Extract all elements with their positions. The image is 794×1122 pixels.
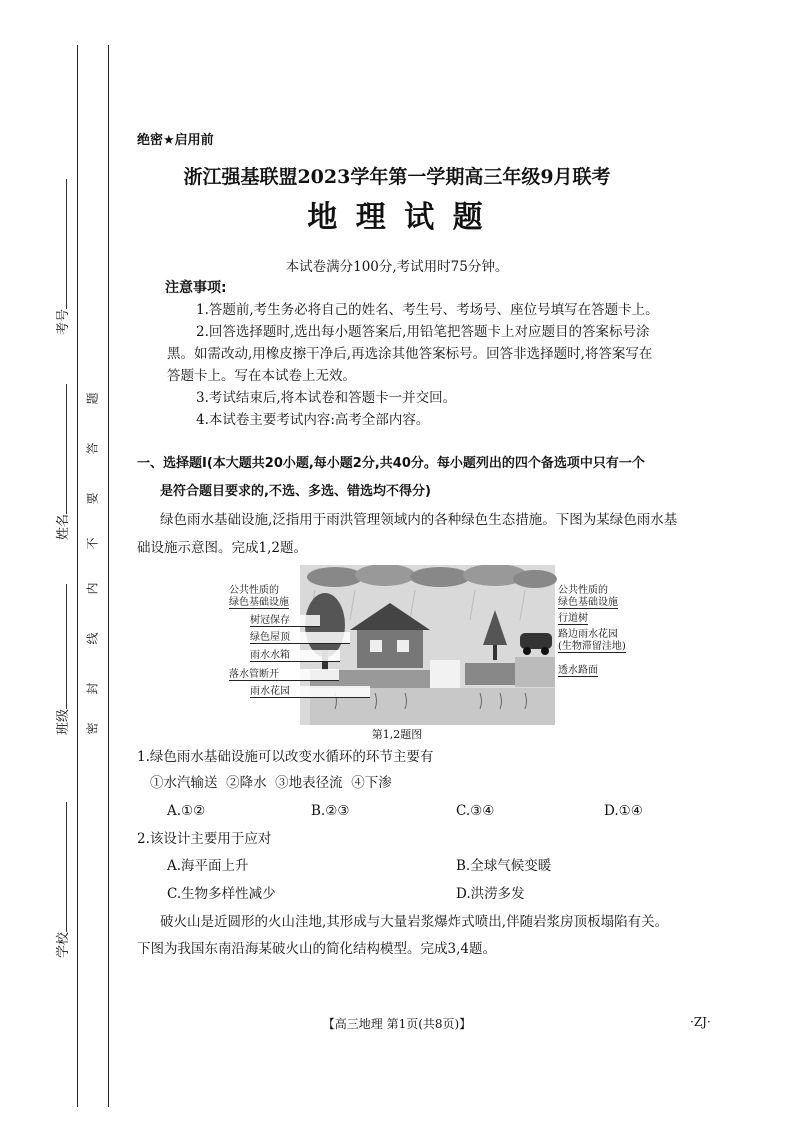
name-field[interactable] [50, 370, 70, 540]
note-3: 3.考试结束后,将本试卷和答题卡一并交回。 [196, 390, 457, 406]
section-heading: 一、选择题Ⅰ(本大题共20小题,每小题2分,共40分。每小题列出的四个备选项中只有一个 [137, 456, 645, 471]
seal-char: 线 [85, 632, 100, 645]
q1-option-a[interactable]: A.①② [167, 803, 206, 819]
seal-char: 答 [85, 442, 100, 455]
left-heading-2: 绿色基础设施 [229, 597, 289, 608]
label-street-tree: 行道树 [558, 613, 588, 624]
note-2: 2.回答选择题时,选出每小题答案后,用铅笔把答题卡上对应题目的答案标号涂 [196, 324, 650, 340]
score-info: 本试卷满分100分,考试用时75分钟。 [285, 259, 509, 275]
label-green-roof: 绿色屋顶 [250, 632, 350, 644]
label-canopy: 树冠保存 [250, 615, 320, 627]
subject-title: 地 理 试 题 [307, 200, 487, 235]
school-label: 学校 [56, 931, 71, 958]
q1-stem: 1.绿色雨水基础设施可以改变水循环的环节主要有 [137, 749, 434, 765]
seal-char: 内 [85, 582, 100, 595]
q1-items: ①水汽输送 ②降水 ③地表径流 ④下渗 [150, 775, 392, 791]
seal-char: 封 [85, 682, 100, 695]
page-footer: 【高三地理 第1页(共8页)】 [322, 1017, 472, 1031]
label-rain-barrel: 雨水水箱 [250, 650, 340, 662]
intro-q3-4: 破火山是近圆形的火山洼地,其形成与大量岩浆爆炸式喷出,伴随岩浆房顶板塌陷有关。 [160, 914, 669, 930]
intro-q1-2-cont: 础设施示意图。完成1,2题。 [137, 540, 307, 556]
class-field[interactable] [50, 570, 70, 740]
note-4: 4.本试卷主要考试内容:高考全部内容。 [196, 412, 430, 428]
right-heading-1: 公共性质的 [558, 585, 608, 596]
q2-option-a[interactable]: A.海平面上升 [167, 858, 249, 874]
note-2-cont: 黑。如需改动,用橡皮擦干净后,再选涂其他答案标号。回答非选择题时,将答案写在 [167, 346, 653, 362]
right-heading-2: 绿色基础设施 [558, 597, 618, 608]
label-downspout: 落水管断开 [229, 669, 339, 681]
q1-option-b[interactable]: B.②③ [311, 803, 350, 819]
section-heading-cont: 是符合题目要求的,不选、多选、错选均不得分) [160, 484, 431, 499]
secret-mark: 绝密★启用前 [137, 133, 214, 148]
rainwater-infrastructure-figure [225, 565, 630, 725]
school-field[interactable] [50, 790, 70, 960]
notes-heading: 注意事项: [165, 280, 227, 296]
name-label: 姓名 [56, 513, 71, 540]
exam-title: 浙江强基联盟2023学年第一学期高三年级9月联考 [183, 166, 611, 188]
note-1: 1.答题前,考生务必将自己的姓名、考生号、考场号、座位号填写在答题卡上。 [196, 302, 659, 318]
exam-no-label: 考号 [56, 308, 71, 335]
footer-code: ·ZJ· [690, 1015, 711, 1029]
q2-option-c[interactable]: C.生物多样性减少 [167, 886, 276, 902]
seal-char: 不 [85, 537, 100, 550]
seal-char: 题 [85, 392, 100, 405]
intro-q3-4-cont: 下图为我国东南沿海某破火山的简化结构模型。完成3,4题。 [137, 941, 496, 957]
label-rain-garden: 雨水花园 [250, 686, 370, 698]
q1-option-c[interactable]: C.③④ [456, 803, 495, 819]
seal-text [86, 390, 102, 740]
seal-char: 密 [85, 722, 100, 735]
q2-option-d[interactable]: D.洪涝多发 [456, 886, 525, 902]
label-permeable-pavement: 透水路面 [558, 665, 598, 676]
seal-char: 要 [85, 492, 100, 505]
figure-caption: 第1,2题图 [371, 728, 423, 741]
note-2-end: 答题卡上。写在本试卷上无效。 [167, 368, 356, 384]
label-curbside-garden: 路边雨水花园 [558, 629, 618, 640]
exam-no-field[interactable] [50, 165, 70, 335]
intro-q1-2: 绿色雨水基础设施,泛指用于雨洪管理领域内的各种绿色生态措施。下图为某绿色雨水基 [160, 512, 678, 528]
label-bioretention: (生物滞留洼地) [558, 641, 626, 652]
q1-option-d[interactable]: D.①④ [604, 803, 643, 819]
q2-stem: 2.该设计主要用于应对 [137, 831, 272, 847]
q2-option-b[interactable]: B.全球气候变暖 [456, 858, 552, 874]
class-label: 班级 [56, 708, 71, 735]
left-heading-1: 公共性质的 [229, 585, 279, 596]
